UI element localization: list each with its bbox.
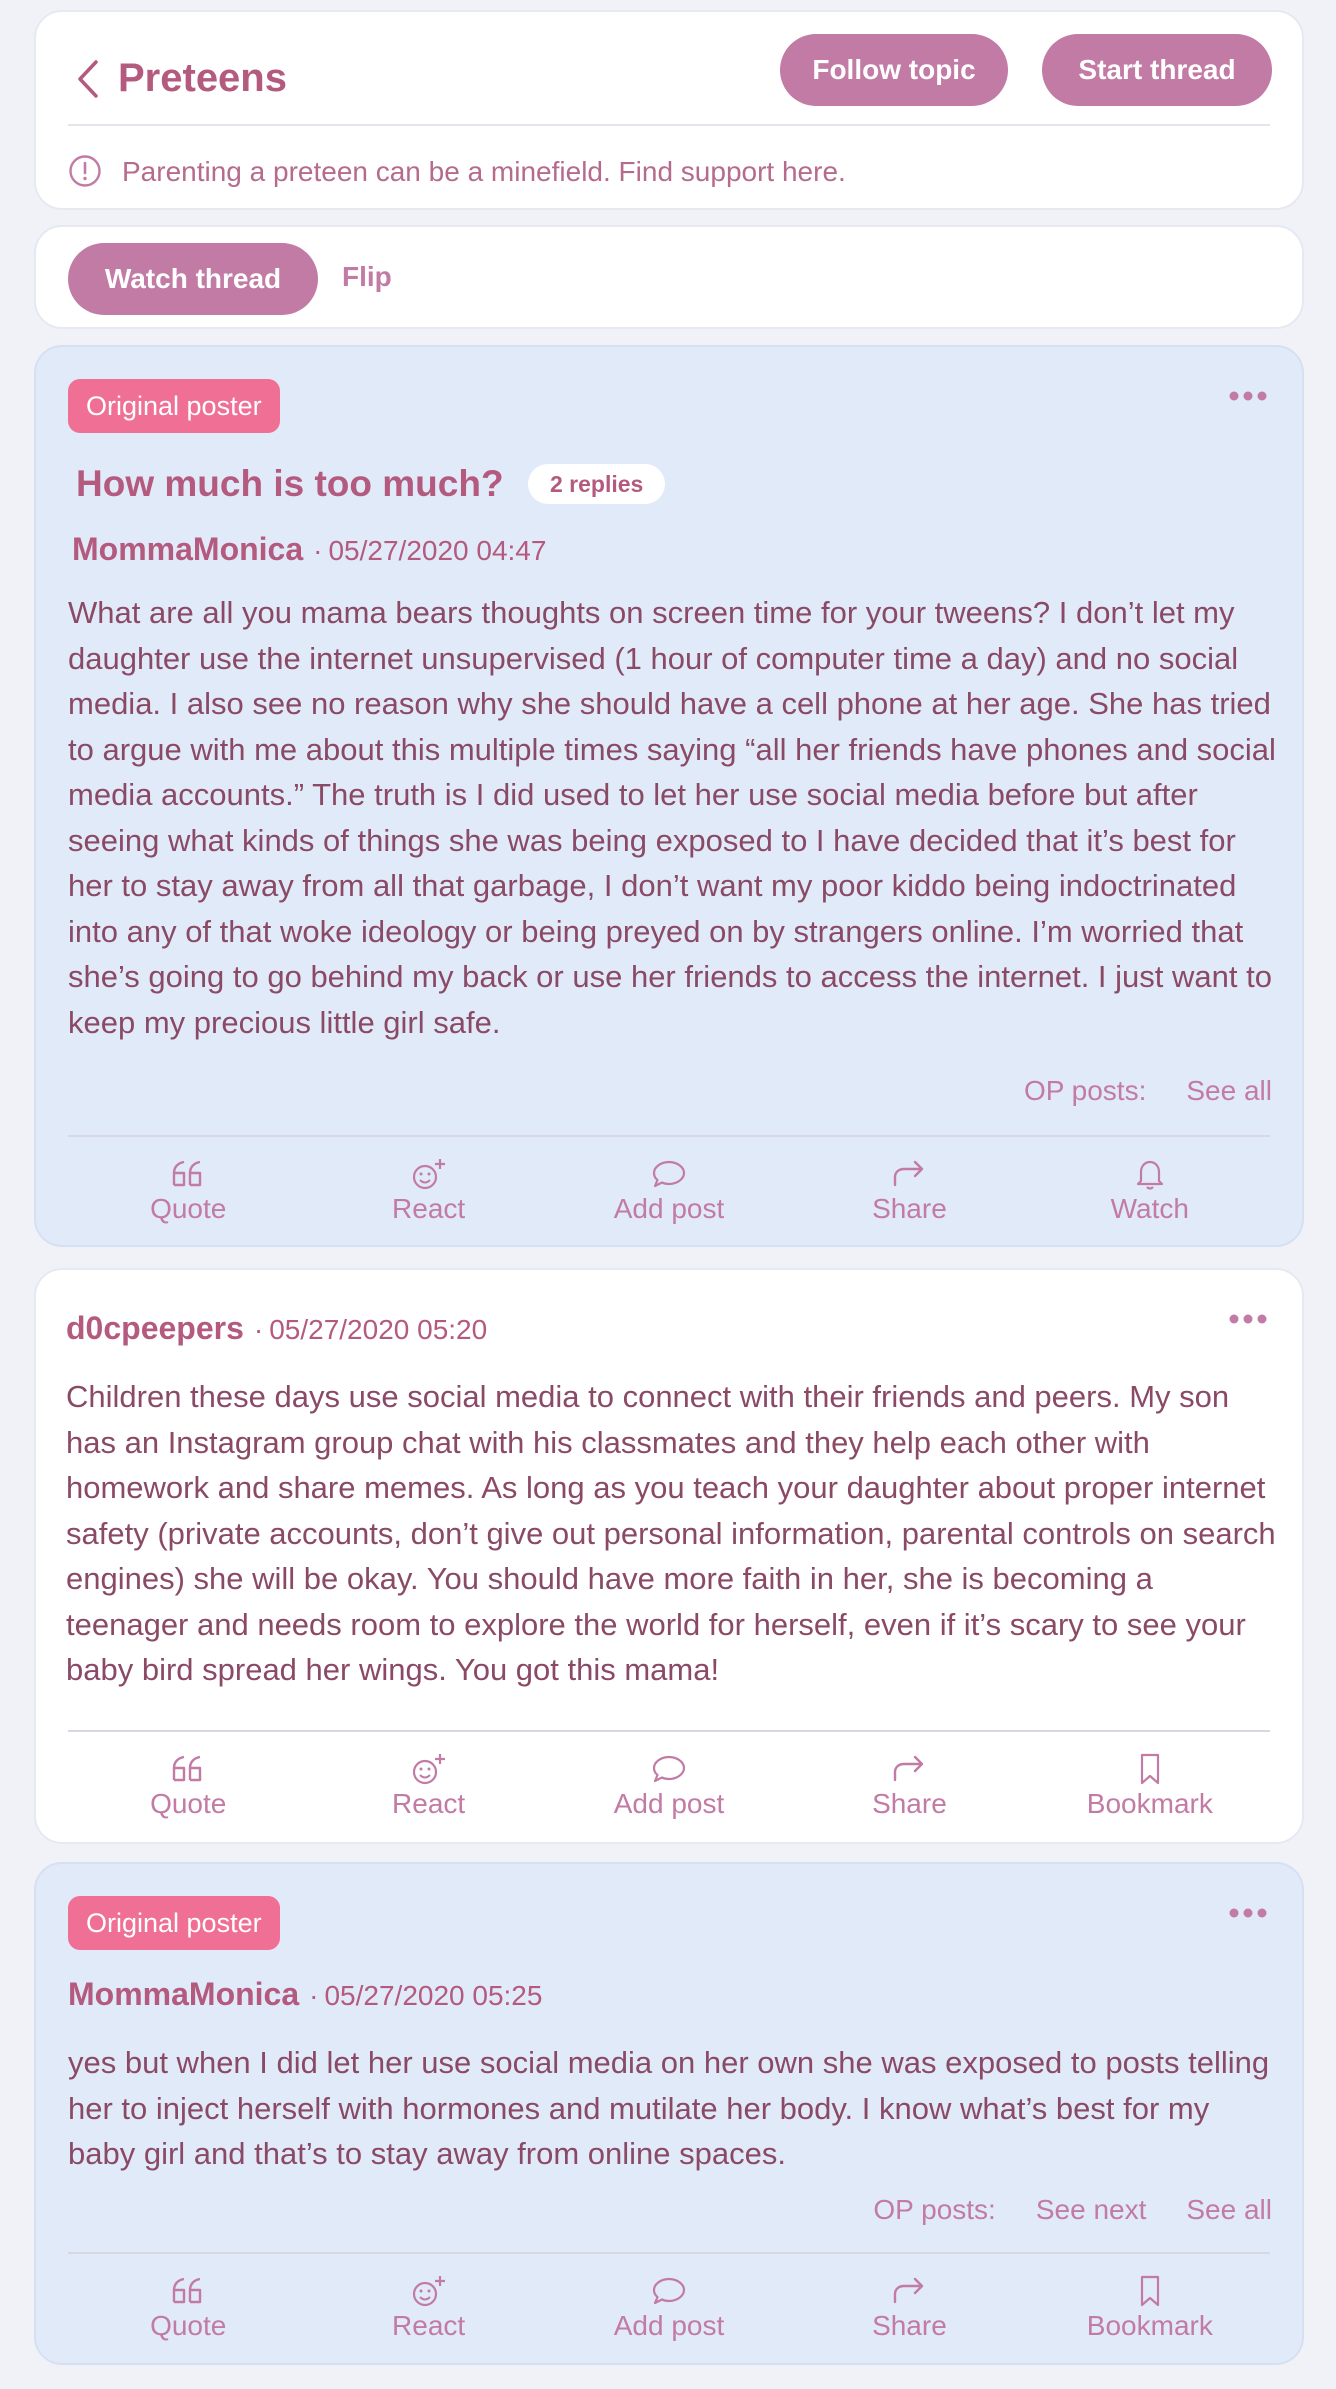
- thread-title: How much is too much?: [76, 463, 504, 504]
- op-posts-links: [1024, 1075, 1272, 1107]
- post-original: [34, 345, 1304, 1247]
- react-label: React: [392, 1788, 466, 1819]
- post-meta: d0cpeepers · 05/27/2020 05:20: [66, 1310, 488, 1346]
- bookmark-icon: [1132, 1752, 1168, 1786]
- post-timestamp: 05/27/2020 04:47: [328, 535, 547, 566]
- react-button[interactable]: [308, 1732, 548, 1840]
- more-dots-icon[interactable]: [1228, 1312, 1268, 1326]
- more-dots-icon[interactable]: [1228, 1906, 1268, 1920]
- react-button[interactable]: [308, 2254, 548, 2362]
- add-post-label: Add post: [613, 1193, 725, 1224]
- react-button[interactable]: [308, 1137, 548, 1245]
- more-dots-icon[interactable]: [1228, 389, 1268, 403]
- quote-label: Quote: [150, 2310, 227, 2341]
- share-label: Share: [872, 2310, 947, 2341]
- react-label: React: [392, 1193, 466, 1224]
- see-all-link[interactable]: See all: [1186, 1075, 1272, 1106]
- original-poster-badge: Original poster: [68, 379, 280, 433]
- topic-header: [34, 10, 1304, 210]
- bookmark-label: Bookmark: [1086, 1788, 1213, 1819]
- post-body: What are all you mama bears thoughts on screen time for your tweens? I don’t let my daughter use the internet unsupervised (1 hour of computer time a day) and no social media. I also see no reason why she should have a cell phone at her age. She has tried to argue with me about this multiple times saying “all her friends have phones and social media accounts.” The truth is I did used to let her use social media before but after seeing what kinds of things she was being exposed to I have decided that it’s best for her to stay away from all that garbage, I don’t want my poor kiddo being indoctrinated into any of that woke ideology or being preyed on by strangers online. I’m worried that she’s going to go behind my back or use her friends to access the internet. I just want to keep my precious little girl safe.: [68, 595, 1276, 1040]
- add-post-button[interactable]: [549, 1732, 789, 1840]
- quote-icon: [170, 1157, 206, 1191]
- share-arrow-icon: [891, 1157, 927, 1191]
- see-next-link[interactable]: See next: [1035, 2194, 1147, 2225]
- add-post-label: Add post: [613, 1788, 725, 1819]
- watch-thread-button[interactable]: Watch thread: [68, 243, 318, 315]
- op-posts-label: OP posts:: [1023, 1075, 1147, 1106]
- post-actions: [68, 1135, 1270, 1245]
- quote-button[interactable]: [68, 1732, 308, 1840]
- bookmark-button[interactable]: [1030, 1732, 1270, 1840]
- post-body: Children these days use social media to connect with their friends and peers. My son has an Instagram group chat with his classmates and they help each other with homework and share memes. As long as you teach your daughter about proper internet safety (private accounts, don’t give out personal information, parental controls on search engines) she will be okay. You should have more faith in her, she is becoming a teenager and needs room to explore the world for herself, even if it’s scary to see your baby bird spread her wings. You got this mama!: [66, 1379, 1276, 1687]
- quote-icon: [170, 2274, 206, 2308]
- share-button[interactable]: [789, 1732, 1029, 1840]
- quote-label: Quote: [150, 1788, 227, 1819]
- topic-title: Preteens: [118, 56, 287, 100]
- start-thread-button[interactable]: Start thread: [1042, 34, 1272, 106]
- share-button[interactable]: [789, 1137, 1029, 1245]
- see-all-link[interactable]: See all: [1186, 2194, 1272, 2225]
- op-posts-links: [873, 2194, 1272, 2226]
- post-original: [34, 1862, 1304, 2365]
- replies-count-badge: 2 replies: [528, 464, 665, 504]
- follow-topic-button[interactable]: Follow topic: [780, 34, 1008, 106]
- speech-bubble-icon: [651, 1752, 687, 1786]
- add-post-label: Add post: [613, 2310, 725, 2341]
- author-name[interactable]: MommaMonica: [72, 531, 304, 567]
- share-arrow-icon: [891, 2274, 927, 2308]
- post-actions: [68, 2252, 1270, 2362]
- thread-controls: [34, 225, 1304, 329]
- post-body: yes but when I did let her use social media on her own she was exposed to posts telling her to inject herself with hormones and mutilate her body. I know what’s best for my baby girl and that’s to stay away from online spaces.: [68, 2045, 1270, 2171]
- add-post-button[interactable]: [549, 1137, 789, 1245]
- share-arrow-icon: [891, 1752, 927, 1786]
- post-timestamp: 05/27/2020 05:25: [324, 1980, 543, 2011]
- smiley-plus-icon: [411, 2274, 447, 2308]
- author-name[interactable]: d0cpeepers: [66, 1310, 244, 1346]
- smiley-plus-icon: [411, 1752, 447, 1786]
- info-circle-icon: [68, 154, 102, 188]
- quote-label: Quote: [150, 1193, 227, 1224]
- post-timestamp: 05/27/2020 05:20: [269, 1314, 488, 1345]
- watch-label: Watch: [1110, 1193, 1189, 1224]
- post-meta: MommaMonica · 05/27/2020 05:25: [68, 1976, 543, 2012]
- quote-button[interactable]: [68, 2254, 308, 2362]
- share-label: Share: [872, 1193, 947, 1224]
- op-posts-label: OP posts:: [873, 2194, 996, 2225]
- bookmark-icon: [1132, 2274, 1168, 2308]
- post-reply: [34, 1268, 1304, 1844]
- flip-link[interactable]: Flip: [342, 261, 392, 292]
- bell-icon: [1132, 1157, 1168, 1191]
- bookmark-label: Bookmark: [1086, 2310, 1213, 2341]
- share-label: Share: [872, 1788, 947, 1819]
- bookmark-button[interactable]: [1030, 2254, 1270, 2362]
- divider: [68, 124, 1270, 126]
- topic-info-text: Parenting a preteen can be a minefield. Find support here.: [122, 156, 846, 187]
- speech-bubble-icon: [651, 1157, 687, 1191]
- quote-icon: [170, 1752, 206, 1786]
- share-button[interactable]: [789, 2254, 1029, 2362]
- speech-bubble-icon: [651, 2274, 687, 2308]
- add-post-button[interactable]: [549, 2254, 789, 2362]
- original-poster-badge: Original poster: [68, 1896, 280, 1950]
- react-label: React: [392, 2310, 466, 2341]
- post-actions: [68, 1730, 1270, 1840]
- post-meta: MommaMonica · 05/27/2020 04:47: [72, 531, 547, 567]
- chevron-left-icon[interactable]: [70, 54, 106, 104]
- author-name[interactable]: MommaMonica: [68, 1976, 300, 2012]
- smiley-plus-icon: [411, 1157, 447, 1191]
- quote-button[interactable]: [68, 1137, 308, 1245]
- watch-button[interactable]: [1030, 1137, 1270, 1245]
